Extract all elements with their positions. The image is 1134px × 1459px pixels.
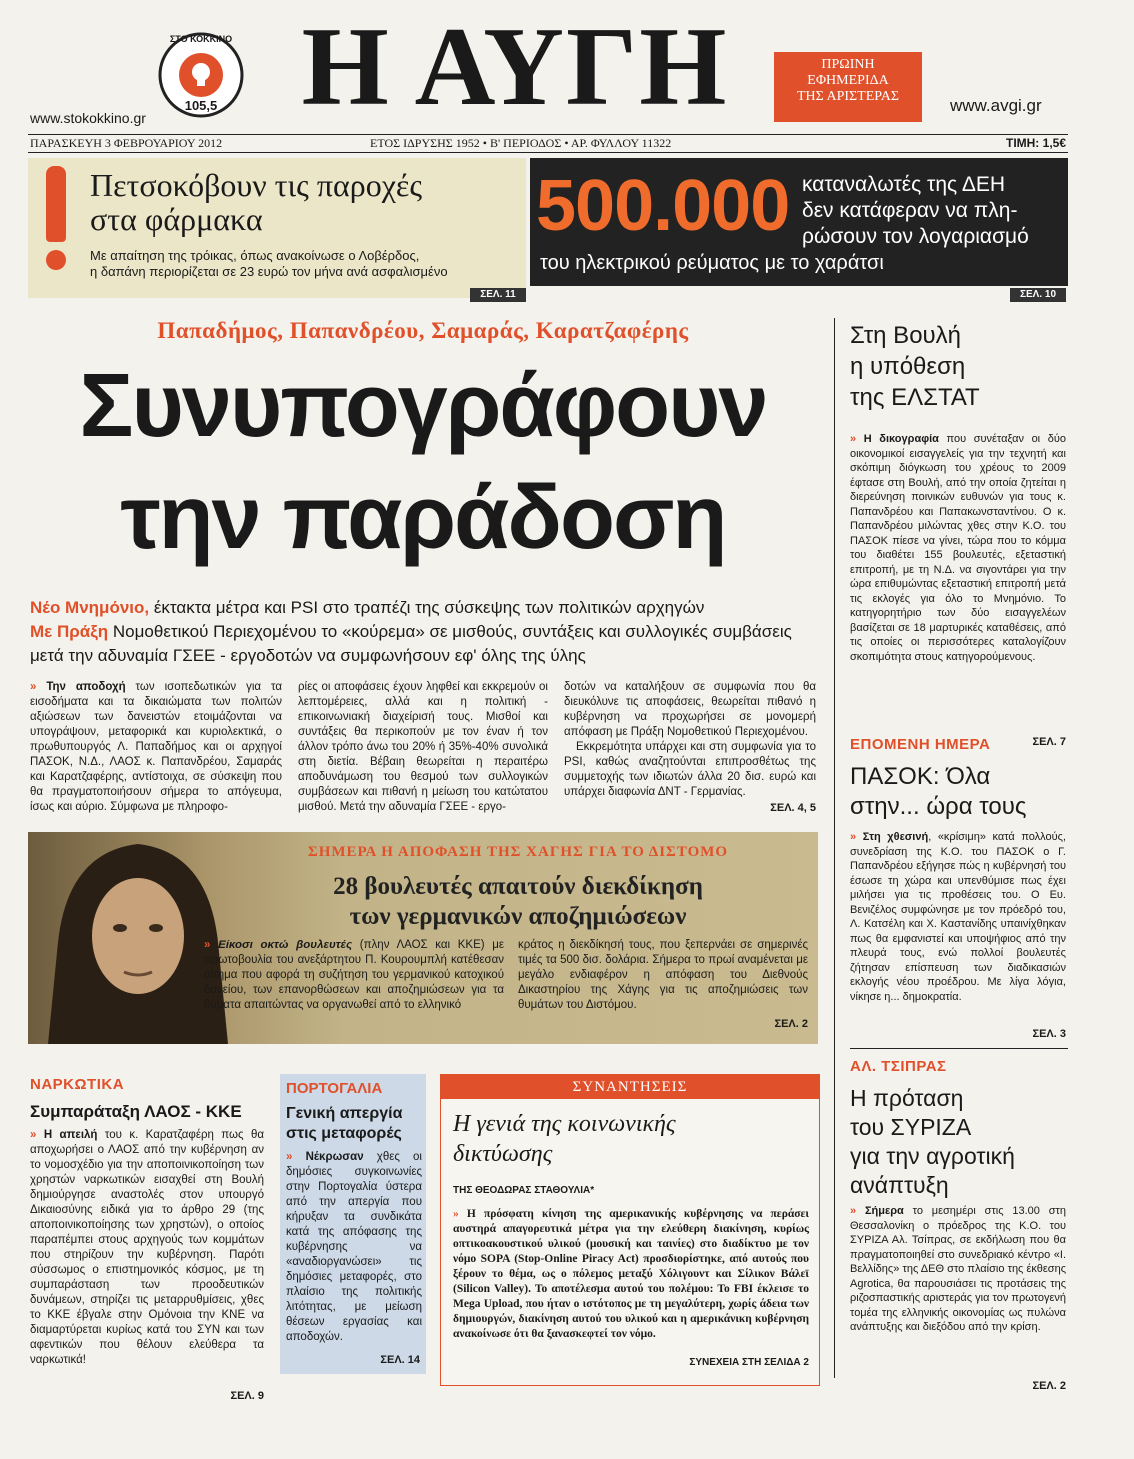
epomeni-page-ref[interactable]: ΣΕΛ. 3 <box>1032 1028 1066 1040</box>
main-col-3 <box>564 680 816 800</box>
issue-price: ΤΙΜΗ: 1,5€ <box>1005 136 1066 150</box>
tsipras-text <box>850 1204 1066 1335</box>
synantiseis-text <box>453 1207 809 1342</box>
body-text: Mega Upload <box>453 1298 520 1310</box>
headline-line: Γενική απεργία <box>286 1105 403 1122</box>
body-text: το μεσημέρι στις 13.00 στη Θεσσαλονίκη ο πρόεδρος της Κ.Ο. του ΣΥΡΙΖΑ Αλ. Τσίπρας, σε εκδήλωση που θα πραγματοποιηθεί στο συνεδριακό κέντρο «Ι. Βελλίδης» της ΔΕΘ στο πλαίσιο της έκθεσης Agrotica, θα παρουσιάσει τις προτάσεις της ριζοσπαστικής αριστεράς για τον πρωτογενή τομέα της ελληνικής οικονομίας ως πυλώνα ανάπτυξης και διεξόδου από την κρίση. <box>850 1205 1066 1333</box>
teaser-dei-bottom: του ηλεκτρικού ρεύματος με το χαράτσι <box>540 252 884 274</box>
headline-line: Η γενιά της κοινωνικής <box>453 1111 676 1137</box>
subhead-text: έκτακτα μέτρα και PSI στο τραπέζι της σύσκεψης των πολιτικών αρχηγών <box>149 598 705 617</box>
subhead-text: Νομοθετικού Περιεχομένου το «κούρεμα» σε μισθούς, συντάξεις και συλλογικές συμβάσεις μετά την αδυναμία ΓΣΕΕ - εργοδοτών να συμφωνήσουν εφ' όλης της ύλης <box>30 622 792 665</box>
arrow-icon: » <box>850 831 857 843</box>
headline-line: για την αγροτική <box>850 1143 1015 1169</box>
radio-name: ΣΤΟ ΚΟΚΚΙΝΟ <box>169 34 233 44</box>
synantiseis-box[interactable] <box>440 1074 820 1386</box>
distomo-page-ref[interactable]: ΣΕΛ. 2 <box>774 1018 808 1030</box>
distomo-kicker: ΣΗΜΕΡΑ Η ΑΠΟΦΑΣΗ ΤΗΣ ΧΑΓΗΣ ΓΙΑ ΤΟ ΔΙΣΤΟΜΟ <box>307 844 729 860</box>
main-subheads <box>30 596 820 668</box>
distomo-col-2 <box>518 938 808 1013</box>
tsipras-headline[interactable] <box>850 1084 1070 1200</box>
lead-text: Την αποδοχή <box>46 681 126 693</box>
body-text: ρίες οι αποφάσεις έχουν ληφθεί και εκκρεμούν οι λεπτομέρειες, αλλά και η πολιτική - επικοινωνιακή διαχείρισή τους. Μισθοί και συντάξεις θα περικοπούν με τον έναν ή τον άλλον τρόπο άνω του 20% ή 35%-40% συνολικά στη διετία. Βέβαιη θεωρείται η περαιτέρω αποδυνάμωση του θεσμού των συλλογικών συμβάσεων και πιθανή η μείωση του κατώτατου μισθού. Μετά την αδυναμία ΓΣΕΕ - εργο- <box>298 681 548 813</box>
narkotika-text <box>30 1128 264 1368</box>
body-text: Εκκρεμότητα υπάρχει και στη συμφωνία για το PSI, καθώς αναζητούνται επιπροσθέτως της συμμετοχής των ιδιωτών άλλα 20 δισ. ευρώ και υπάρχει διαφωνία ΔΝΤ - Γερμανίας. <box>564 741 816 798</box>
exclamation-icon <box>38 166 74 274</box>
right-url[interactable]: www.avgi.gr <box>950 96 1042 115</box>
headline-line: Στη Βουλή <box>850 322 962 349</box>
teaser-line: Με απαίτηση της τρόικας, όπως ανακοίνωσε ο Λοβέρδος, <box>90 248 420 263</box>
elstat-page-ref[interactable]: ΣΕΛ. 7 <box>1032 736 1066 748</box>
headline-line: δικτύωσης <box>453 1141 553 1167</box>
body-text: δοτών να καταλήξουν σε συμφωνία που θα διευκόλυνε τις αποφάσεις, θεωρείται πιθανό η κυβέρνηση να προχωρήσει σε μονομερή απόφαση με Πράξη Νομοθετικού Περιεχομένου. <box>564 681 816 738</box>
tagline-line: ΠΡΩΙΝΗ <box>821 57 875 72</box>
headline-line: Η πρόταση <box>850 1085 964 1111</box>
synantiseis-byline: ΤΗΣ ΘΕΟΔΩΡΑΣ ΣΤΑΘΟΥΛΙΑ* <box>453 1185 595 1196</box>
headline-line: του ΣΥΡΙΖΑ <box>850 1114 972 1140</box>
issue-edition: ΕΤΟΣ ΙΔΡΥΣΗΣ 1952 • Β' ΠΕΡΙΟΔΟΣ • ΑΡ. ΦΥΛΛΟΥ 11322 <box>370 136 672 150</box>
narkotika-kicker: ΝΑΡΚΩΤΙΚΑ <box>30 1076 125 1093</box>
teaser-pharma-text <box>90 248 520 280</box>
teaser-line: η δαπάνη περιορίζεται σε 23 ευρώ τον μήνα ανά ασφαλισμένο <box>90 264 448 279</box>
body-text: , «κρίσιμη» κατά πολλούς, συνεδρίαση της Κ.Ο. του ΠΑΣΟΚ ο Γ. Παπανδρέου εξήγησε πώς η κυβέρνησή του έσωσε τη χώρα και υπενθύμισε πως έχει μιλήσει για τις προθέσεις του. Ο Ευ. Βενιζέλος συμφώνησε με τον πρόεδρό του, Λ. Κατσέλη και Χ. Καστανίδης υπαινίχθηκαν πως θα εμφανιστεί και υποψήφιος από την πλευρά τους, ενώ πολλοί βουλευτές ζήτησαν επίσπευση των διαδικασιών εκλογής νέου προέδρου. Με λίγα λόγια, νίκησε η... δημοκρατία. <box>850 831 1066 1003</box>
epomeni-headline[interactable] <box>850 762 1070 822</box>
teaser-pharma-page[interactable]: ΣΕΛ. 11 <box>470 288 526 302</box>
elstat-text <box>850 432 1066 664</box>
portogalia-headline <box>286 1104 422 1144</box>
synantiseis-kicker: ΣΥΝΑΝΤΗΣΕΙΣ <box>441 1075 819 1099</box>
teaser-pharma[interactable] <box>28 158 526 298</box>
headline-line: Πετσοκόβουν τις παροχές <box>90 167 423 203</box>
left-url[interactable]: www.stokokkino.gr <box>30 110 146 126</box>
main-col-2 <box>298 680 548 815</box>
subhead-1 <box>30 596 820 620</box>
elstat-headline[interactable] <box>850 320 1070 413</box>
subhead-lead: Με Πράξη <box>30 622 109 641</box>
body-text: που συνέταξαν οι δύο οικονομικοί εισαγγελείς για την τεχνητή και σκόπιμη διόγκωση του χρέους το 2009 έφτασε στη Βουλή, από την οποία ζητείται η διερεύνηση ποινικών ευθυνών για τους κ. Παπανδρέου και Παπακωνσταντίνου. Ο κ. Παπανδρέου μιλώντας χθες στην Κ.Ο. του ΠΑΣΟΚ πίεσε να γίνει, τώρα που το κόμμα του διαθέτει 155 βουλευτές, εξεταστική επιτροπή, με τη Ν.Δ. να σιγοντάρει για την ώρα επιθυμώντας εξεταστική επιτροπή μετά τις εκλογές για όλο το Μνημόνιο. Το κατηγορητήριο των δύο εισαγγελέων βασίζεται σε 18 μαρτυρικές καταθέσεις, από τις οποίες οι περισσότερες καταλογίζουν σκοπιμότητα στους κατηγορούμενους. <box>850 433 1067 663</box>
epomeni-kicker: ΕΠΟΜΕΝΗ ΗΜΕΡΑ <box>850 736 991 753</box>
tsipras-page-ref[interactable]: ΣΕΛ. 2 <box>1032 1380 1066 1392</box>
tagline-box <box>774 52 922 122</box>
headline-line: την παράδοση <box>120 468 726 568</box>
distomo-band[interactable] <box>28 832 818 1044</box>
arrow-icon: » <box>204 939 211 951</box>
tsipras-kicker: ΑΛ. ΤΣΙΠΡΑΣ <box>850 1058 947 1075</box>
portogalia-page-ref[interactable]: ΣΕΛ. 14 <box>380 1354 420 1366</box>
body-text: του κ. Καρατζαφέρη πως θα αποχωρήσει ο ΛΑΟΣ από την κυβέρνηση αν το νομοσχέδιο για την αποποινικοποίηση των χρηστών ναρκωτικών εισαχθεί στη Βουλή δημιούργησε αναστολές στον υπουργό Δικαιοσύνης ειδικά για το άρθρο 29 (της αποποινικοποίησης των χρηστών), ο οποίος παραπέμπει στους αρχηγούς των κομμάτων που στηρίζουν την κυβέρνηση. Παρότι σύσσωμος ο επιστημονικός κόσμος, με τη συμπαράσταση των προοδευτικών δυνάμεων, στηρίζει τις μεταρρυθμίσεις, χθες το ΚΚΕ έβγαλε στην Ομόνοια την ΚΝΕ να διαμαρτύρεται κυρίως κατά του ΣΥΝ και των αφεντικών που θέλουν ελεύθερα τα ναρκωτικά! <box>30 1129 265 1366</box>
body-text: (πλην ΛΑΟΣ και ΚΚΕ) με πρωτοβουλία του ανεξάρτητου Π. Κουρουμπλή κατέθεσαν αίτημα που αφορά τη συζήτηση του γερμανικού κατοχικού δανείου, των επανορθώσεων και αποζημιώσεων για τα θύματα απαιτώντας να οργανωθεί από το ελληνικό <box>204 939 504 1011</box>
issue-date: ΠΑΡΑΣΚΕΥΗ 3 ΦΕΒΡΟΥΑΡΙΟΥ 2012 <box>30 136 223 150</box>
body-text: κράτος η διεκδίκησή τους, που ξεπερνάει σε σημερινές τιμές τα 500 δισ. δολάρια. Σήμερα το πρωί αναμένεται με μεγάλο ενδιαφέρον η απόφαση του Διεθνούς Δικαστηρίου της Χάγης για τις αποζημιώσεις των θυμάτων του Διστόμου. <box>518 939 808 1011</box>
headline-line: η υπόθεση <box>850 353 966 380</box>
subhead-2 <box>30 620 820 668</box>
lead-text: Η απειλή <box>43 1129 98 1141</box>
arrow-icon: » <box>850 433 857 445</box>
narkotika-headline[interactable]: Συμπαράταξη ΛΑΟΣ - ΚΚΕ <box>30 1102 242 1121</box>
headline-line: των γερμανικών αποζημιώσεων <box>349 903 687 930</box>
main-page-ref[interactable]: ΣΕΛ. 4, 5 <box>770 802 816 814</box>
subhead-lead: Νέο Μνημόνιο, <box>30 598 150 617</box>
headline-line: στην... ώρα τους <box>850 793 1027 820</box>
distomo-headline <box>228 872 808 932</box>
main-headline[interactable] <box>28 350 818 574</box>
teaser-dei-text <box>802 172 1064 250</box>
headline-line: στα φάρμακα <box>90 201 263 237</box>
arrow-icon: » <box>850 1205 857 1217</box>
synantiseis-continue[interactable]: ΣΥΝΕΧΕΙΑ ΣΤΗ ΣΕΛΙΔΑ 2 <box>689 1357 809 1368</box>
distomo-col-1 <box>204 938 504 1013</box>
teaser-line: καταναλωτές της ΔΕΗ <box>802 173 1006 196</box>
headline-line: της ΕΛΣΤΑΤ <box>850 384 980 411</box>
arrow-icon: » <box>30 1129 37 1141</box>
lead-text: Στη χθεσινή <box>862 831 929 843</box>
body-text: των ισοπεδωτικών για τα εισοδήματα και τα δικαιώματα των πολιτών αξιώσεων των δανειστών ετοιμάζονται να υπογράψουν, μεταφορικά και κυριολεκτικά, ο πρωθυπουργός Λ. Παπαδήμος και οι αρχηγοί ΠΑΣΟΚ, Ν.Δ., ΛΑΟΣ κ. Παπανδρέου, Σαμαράς και Καρατζαφέρης, αντίστοιχα, σε σύσκεψη που θα πραγματοποιήσουν σήμερα το απόγευμα, ίσως και αύριο. Σύμφωνα με πληροφο- <box>30 681 282 813</box>
lead-text: Νέκρωσαν <box>305 1151 364 1163</box>
portogalia-text <box>286 1150 422 1345</box>
synantiseis-headline <box>453 1109 813 1169</box>
headline-line: 28 βουλευτές απαιτούν διεκδίκηση <box>333 873 703 900</box>
arrow-icon: » <box>30 681 37 693</box>
headline-line: ΠΑΣΟΚ: Όλα <box>850 763 991 790</box>
portogalia-box[interactable] <box>280 1074 426 1374</box>
tagline-line: ΤΗΣ ΑΡΙΣΤΕΡΑΣ <box>796 89 900 104</box>
headline-line: ανάπτυξη <box>850 1172 949 1198</box>
arrow-icon: » <box>286 1151 293 1163</box>
main-col-1 <box>30 680 282 815</box>
body-text: Η πρόσφατη κίνηση της αμερικανικής κυβέρνησης να περάσει αυστηρά απαγορευτικά μέτρα για την ελεύθερη διακίνηση, κυρίως οπτικοακουστικού υλικού (μουσική και ταινίες) στο διαδίκτυο με τον νόμο SOPA (Stop-Online Piracy Act) προσδιορίστηκε, από αυτούς που ξέρουν το θέμα, ως ο πόλεμος μεταξύ Χόλιγουντ και Σίλικον Βάλεϊ (Silicon Valley). Το αποτέλεσμα αυτού του πολέμου: Το FBI έκλεισε το <box>453 1208 810 1295</box>
headline-line: Συνυπογράφουν <box>79 356 767 456</box>
body-text: , που ήταν ο ιστότοπος με τη μεγαλύτερη, χωρίς άδεια των δημιουργών, διακίνηση αυτού του υλικού και η αμερικάνικη κυβέρνηση ανακοίνωσε ότι θα ξανασκεφτεί τον νόμο. <box>453 1298 809 1340</box>
headline-line: στις μεταφορές <box>286 1125 402 1142</box>
newspaper-title[interactable]: Η ΑΥΓΗ <box>301 5 729 129</box>
teaser-line: δεν κατάφεραν να πλη- <box>802 199 1018 222</box>
tagline-line: ΕΦΗΜΕΡΙΔΑ <box>807 73 889 88</box>
teaser-dei-number: 500.000 <box>536 166 790 246</box>
teaser-dei-page[interactable]: ΣΕΛ. 10 <box>1010 288 1066 302</box>
teaser-pharma-headline <box>90 168 520 236</box>
epomeni-text <box>850 830 1066 1004</box>
radio-logo[interactable] <box>158 32 244 118</box>
body-text: χθες οι δημόσιες συγκοινωνίες στην Πορτογαλία ύστερα από την απεργία που κήρυξαν τα συνδικάτα κατά της απόφασης της κυβέρνησης να «αναδιοργανώσει» τις δημόσιες μεταφορές, στο πλαίσιο της πολιτικής λιτότητας, με μείωση θέσεων εργασίας και αποδοχών. <box>286 1151 422 1343</box>
portogalia-kicker: ΠΟΡΤΟΓΑΛΙΑ <box>286 1080 383 1097</box>
teaser-dei[interactable] <box>530 158 1068 286</box>
lead-text: Η δικογραφία <box>863 433 939 445</box>
lead-text: Είκοσι οκτώ βουλευτές <box>218 939 353 951</box>
narkotika-page-ref[interactable]: ΣΕΛ. 9 <box>230 1390 264 1402</box>
lead-text: Σήμερα <box>864 1205 904 1217</box>
radio-frequency: 105,5 <box>184 98 218 113</box>
teaser-line: ρώσουν τον λογαριασμό <box>802 225 1029 248</box>
arrow-icon: » <box>453 1208 459 1220</box>
main-kicker: Παπαδήμος, Παπανδρέου, Σαμαράς, Καρατζαφέρης <box>157 318 689 343</box>
